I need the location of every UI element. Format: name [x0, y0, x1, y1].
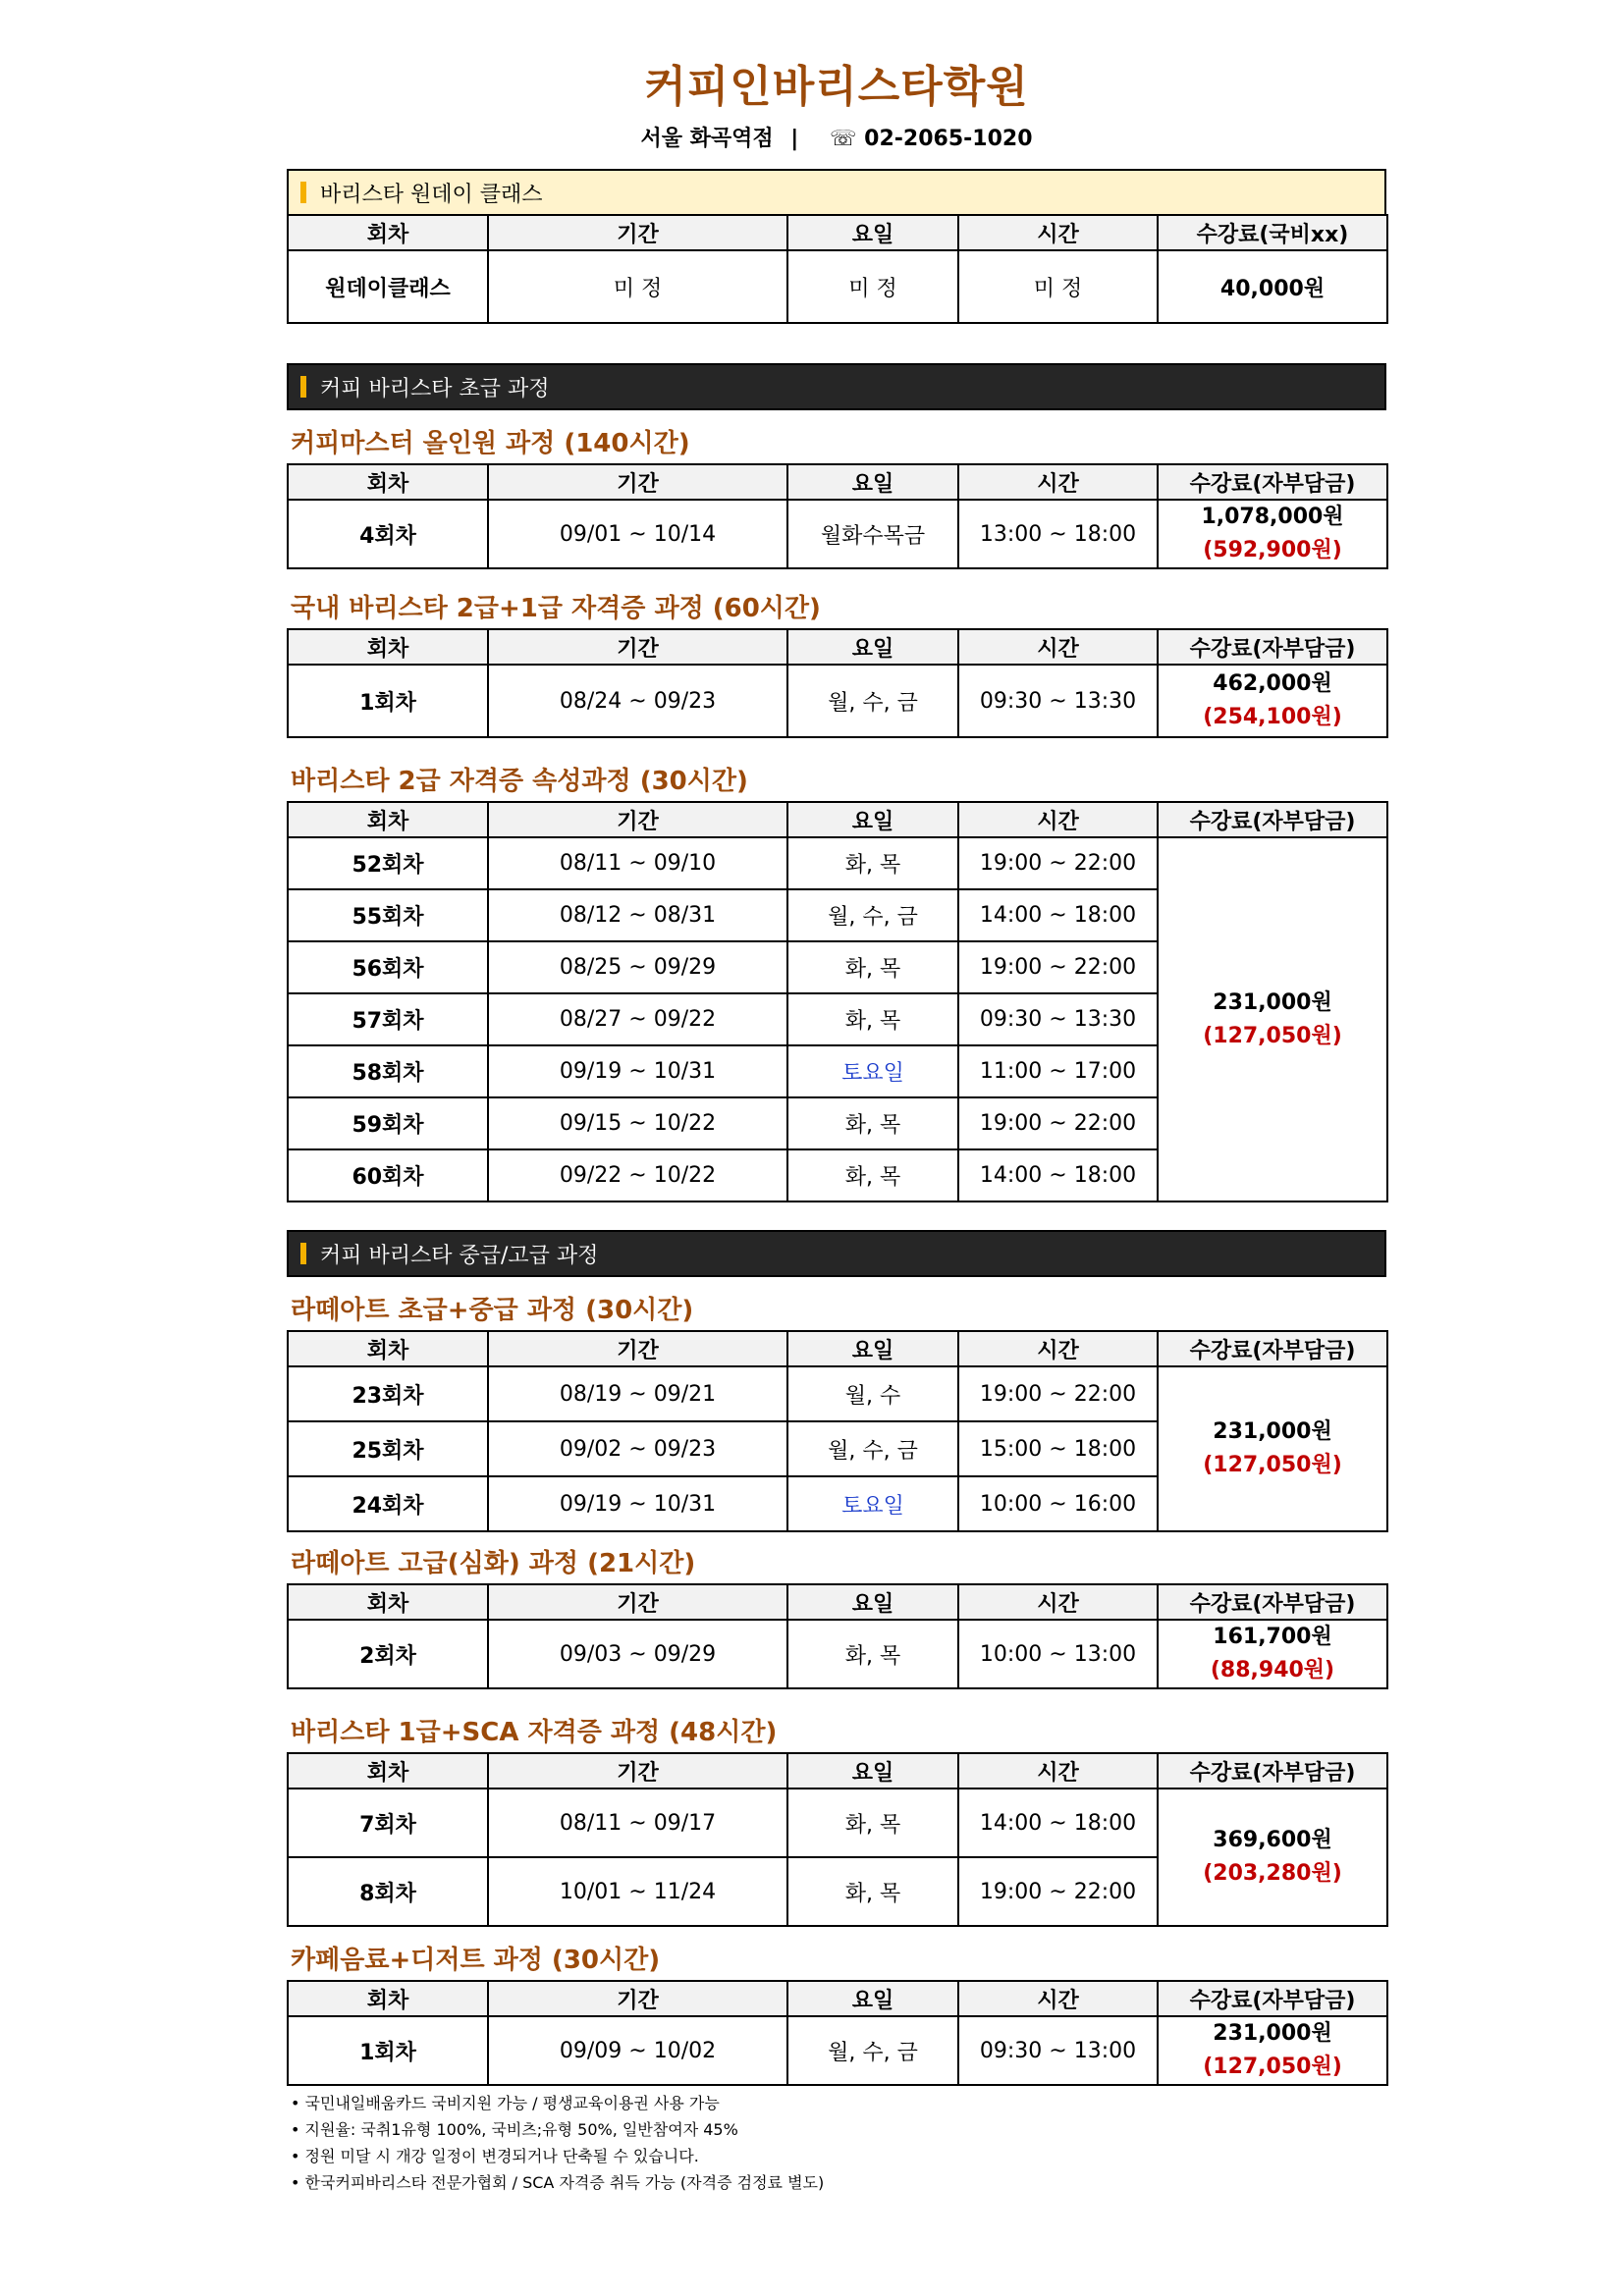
category-label: 커피 바리스타 초급 과정	[320, 376, 550, 401]
round-cell: 4회차	[288, 500, 488, 568]
course-table	[287, 801, 1388, 1202]
time-cell: 09:30 ~ 13:00	[958, 2016, 1158, 2085]
col-round: 회차	[288, 1981, 488, 2016]
course-table	[287, 463, 1388, 569]
round-cell: 56회차	[288, 941, 488, 993]
col-round: 회차	[288, 802, 488, 837]
table-header-row	[288, 1331, 1387, 1366]
period-cell: 08/24 ~ 09/23	[488, 665, 787, 737]
accent-bar	[300, 1243, 306, 1264]
table-row	[288, 250, 1387, 323]
round-cell: 58회차	[288, 1045, 488, 1097]
footnote: • 한국커피바리스타 전문가협회 / SCA 자격증 취득 가능 (자격증 검정료 별도)	[291, 2169, 1386, 2196]
period-cell: 08/25 ~ 09/29	[488, 941, 787, 993]
fee-self-pay: (127,050원)	[1203, 2055, 1342, 2079]
col-days: 요일	[787, 1584, 958, 1620]
period-cell: 08/12 ~ 08/31	[488, 889, 787, 941]
round-cell: 23회차	[288, 1366, 488, 1421]
round-cell: 55회차	[288, 889, 488, 941]
col-fee: 수강료(자부담금)	[1158, 1331, 1387, 1366]
days-cell: 화, 목	[787, 837, 958, 889]
col-days: 요일	[787, 464, 958, 500]
col-fee: 수강료(자부담금)	[1158, 464, 1387, 500]
col-fee: 수강료(자부담금)	[1158, 1753, 1387, 1789]
time-cell: 19:00 ~ 22:00	[958, 1857, 1158, 1926]
col-round: 회차	[288, 215, 488, 250]
oneday-table	[287, 214, 1388, 324]
course-title: 바리스타 1급+SCA 자격증 과정 (48시간)	[291, 1718, 778, 1747]
period-cell: 09/02 ~ 09/23	[488, 1421, 787, 1476]
days-cell: 월, 수, 금	[787, 889, 958, 941]
col-period: 기간	[488, 215, 787, 250]
fee-total: 161,700원	[1213, 1625, 1332, 1649]
fee-cell	[1158, 2016, 1387, 2085]
course-title: 커피마스터 올인원 과정 (140시간)	[291, 429, 690, 458]
days-cell-saturday: 토요일	[787, 1045, 958, 1097]
col-round: 회차	[288, 1584, 488, 1620]
col-time: 시간	[958, 1753, 1158, 1789]
category-basic	[287, 363, 1386, 410]
days-cell-saturday: 토요일	[787, 1476, 958, 1531]
table-row	[288, 2016, 1387, 2085]
days-cell: 화, 목	[787, 993, 958, 1045]
course-table	[287, 1583, 1388, 1689]
round-cell: 59회차	[288, 1097, 488, 1149]
days-cell: 화, 목	[787, 941, 958, 993]
col-period: 기간	[488, 1584, 787, 1620]
col-period: 기간	[488, 1753, 787, 1789]
time-cell: 10:00 ~ 13:00	[958, 1620, 1158, 1688]
period-cell: 09/15 ~ 10/22	[488, 1097, 787, 1149]
round-cell: 60회차	[288, 1149, 488, 1201]
days-cell: 월, 수	[787, 1366, 958, 1421]
col-period: 기간	[488, 464, 787, 500]
col-period: 기간	[488, 802, 787, 837]
days-cell: 월, 수, 금	[787, 2016, 958, 2085]
contact-line	[287, 122, 1386, 157]
col-fee: 수강료(자부담금)	[1158, 1981, 1387, 2016]
table-row	[288, 1366, 1387, 1421]
days-cell: 화, 목	[787, 1149, 958, 1201]
table-header-row	[288, 215, 1387, 250]
table-row	[288, 837, 1387, 889]
category-label: 바리스타 원데이 클래스	[320, 182, 543, 207]
col-time: 시간	[958, 215, 1158, 250]
col-time: 시간	[958, 1584, 1158, 1620]
course-table	[287, 1980, 1388, 2086]
time-cell: 미 정	[958, 250, 1158, 323]
footnotes	[287, 2090, 1386, 2196]
round-cell: 원데이클래스	[288, 250, 488, 323]
period-cell: 08/11 ~ 09/17	[488, 1789, 787, 1857]
fee-cell	[1158, 1366, 1387, 1531]
fee-total: 369,600원	[1213, 1828, 1332, 1852]
time-cell: 14:00 ~ 18:00	[958, 889, 1158, 941]
fee-cell	[1158, 500, 1387, 568]
period-cell: 08/11 ~ 09/10	[488, 837, 787, 889]
course-title: 카페음료+디저트 과정 (30시간)	[291, 1946, 661, 1975]
period-cell: 08/27 ~ 09/22	[488, 993, 787, 1045]
days-cell: 화, 목	[787, 1857, 958, 1926]
col-period: 기간	[488, 629, 787, 665]
fee-self-pay: (254,100원)	[1203, 705, 1342, 729]
days-cell: 화, 목	[787, 1620, 958, 1688]
col-days: 요일	[787, 1753, 958, 1789]
category-oneday	[287, 169, 1386, 216]
branch-name: 서울 화곡역점	[640, 127, 774, 151]
course-table	[287, 1330, 1388, 1532]
round-cell: 25회차	[288, 1421, 488, 1476]
col-days: 요일	[787, 802, 958, 837]
time-cell: 13:00 ~ 18:00	[958, 500, 1158, 568]
fee-total: 231,000원	[1213, 1419, 1332, 1444]
round-cell: 7회차	[288, 1789, 488, 1857]
page-title: 커피인바리스타학원	[644, 62, 1029, 112]
time-cell: 15:00 ~ 18:00	[958, 1421, 1158, 1476]
table-row	[288, 500, 1387, 568]
fee-cell	[1158, 837, 1387, 1201]
days-cell: 월화수목금	[787, 500, 958, 568]
fee-cell	[1158, 1620, 1387, 1688]
col-days: 요일	[787, 1331, 958, 1366]
course-table	[287, 1752, 1388, 1927]
table-header-row	[288, 802, 1387, 837]
time-cell: 19:00 ~ 22:00	[958, 1097, 1158, 1149]
round-cell: 24회차	[288, 1476, 488, 1531]
time-cell: 19:00 ~ 22:00	[958, 941, 1158, 993]
period-cell: 10/01 ~ 11/24	[488, 1857, 787, 1926]
time-cell: 14:00 ~ 18:00	[958, 1149, 1158, 1201]
fee-cell: 40,000원	[1158, 250, 1387, 323]
footnote: • 정원 미달 시 개강 일정이 변경되거나 단축될 수 있습니다.	[291, 2143, 1386, 2169]
table-row	[288, 665, 1387, 737]
period-cell: 09/09 ~ 10/02	[488, 2016, 787, 2085]
col-fee: 수강료(자부담금)	[1158, 629, 1387, 665]
round-cell: 1회차	[288, 2016, 488, 2085]
col-round: 회차	[288, 1331, 488, 1366]
days-cell: 미 정	[787, 250, 958, 323]
table-header-row	[288, 1584, 1387, 1620]
fee-total: 462,000원	[1213, 671, 1332, 696]
time-cell: 19:00 ~ 22:00	[958, 837, 1158, 889]
col-time: 시간	[958, 1331, 1158, 1366]
col-time: 시간	[958, 802, 1158, 837]
course-title: 바리스타 2급 자격증 속성과정 (30시간)	[291, 767, 748, 796]
table-header-row	[288, 1753, 1387, 1789]
time-cell: 19:00 ~ 22:00	[958, 1366, 1158, 1421]
time-cell: 14:00 ~ 18:00	[958, 1789, 1158, 1857]
footnote: • 지원율: 국취1유형 100%, 국비츠;유형 50%, 일반참여자 45%	[291, 2116, 1386, 2143]
col-period: 기간	[488, 1981, 787, 2016]
fee-cell	[1158, 1789, 1387, 1926]
period-cell: 09/19 ~ 10/31	[488, 1476, 787, 1531]
time-cell: 09:30 ~ 13:30	[958, 665, 1158, 737]
col-days: 요일	[787, 1981, 958, 2016]
col-round: 회차	[288, 464, 488, 500]
course-table	[287, 628, 1388, 738]
accent-bar	[300, 182, 306, 203]
fee-cell	[1158, 665, 1387, 737]
timetable-document	[287, 0, 1386, 2196]
period-cell: 미 정	[488, 250, 787, 323]
round-cell: 2회차	[288, 1620, 488, 1688]
fee-self-pay: (127,050원)	[1203, 1023, 1342, 1048]
days-cell: 화, 목	[787, 1097, 958, 1149]
fee-self-pay: (127,050원)	[1203, 1453, 1342, 1477]
round-cell: 52회차	[288, 837, 488, 889]
col-period: 기간	[488, 1331, 787, 1366]
col-days: 요일	[787, 629, 958, 665]
col-days: 요일	[787, 215, 958, 250]
phone-number: ☏ 02-2065-1020	[830, 127, 1033, 151]
table-row	[288, 1620, 1387, 1688]
category-label: 커피 바리스타 중급/고급 과정	[320, 1243, 599, 1268]
col-time: 시간	[958, 629, 1158, 665]
table-row	[288, 1789, 1387, 1857]
table-header-row	[288, 1981, 1387, 2016]
period-cell: 08/19 ~ 09/21	[488, 1366, 787, 1421]
fee-total: 1,078,000원	[1201, 505, 1344, 529]
col-fee: 수강료(국비xx)	[1158, 215, 1387, 250]
fee-total: 231,000원	[1213, 989, 1332, 1015]
period-cell: 09/22 ~ 10/22	[488, 1149, 787, 1201]
days-cell: 월, 수, 금	[787, 1421, 958, 1476]
course-title: 라떼아트 고급(심화) 과정 (21시간)	[291, 1549, 696, 1578]
time-cell: 10:00 ~ 16:00	[958, 1476, 1158, 1531]
accent-bar	[300, 376, 306, 398]
col-round: 회차	[288, 1753, 488, 1789]
course-title: 라떼아트 초급+중급 과정 (30시간)	[291, 1296, 694, 1325]
col-time: 시간	[958, 464, 1158, 500]
divider: |	[790, 127, 799, 151]
course-title: 국내 바리스타 2급+1급 자격증 과정 (60시간)	[291, 594, 821, 623]
col-fee: 수강료(자부담금)	[1158, 802, 1387, 837]
col-fee: 수강료(자부담금)	[1158, 1584, 1387, 1620]
footnote: • 국민내일배움카드 국비지원 가능 / 평생교육이용권 사용 가능	[291, 2090, 1386, 2116]
period-cell: 09/19 ~ 10/31	[488, 1045, 787, 1097]
table-header-row	[288, 629, 1387, 665]
fee-self-pay: (203,280원)	[1203, 1861, 1342, 1886]
col-round: 회차	[288, 629, 488, 665]
time-cell: 11:00 ~ 17:00	[958, 1045, 1158, 1097]
days-cell: 화, 목	[787, 1789, 958, 1857]
fee-self-pay: (88,940원)	[1210, 1658, 1335, 1682]
period-cell: 09/01 ~ 10/14	[488, 500, 787, 568]
round-cell: 8회차	[288, 1857, 488, 1926]
time-cell: 09:30 ~ 13:30	[958, 993, 1158, 1045]
round-cell: 57회차	[288, 993, 488, 1045]
table-header-row	[288, 464, 1387, 500]
fee-self-pay: (592,900원)	[1203, 538, 1342, 562]
round-cell: 1회차	[288, 665, 488, 737]
col-time: 시간	[958, 1981, 1158, 2016]
days-cell: 월, 수, 금	[787, 665, 958, 737]
fee-total: 231,000원	[1213, 2021, 1332, 2046]
category-advanced	[287, 1230, 1386, 1277]
period-cell: 09/03 ~ 09/29	[488, 1620, 787, 1688]
